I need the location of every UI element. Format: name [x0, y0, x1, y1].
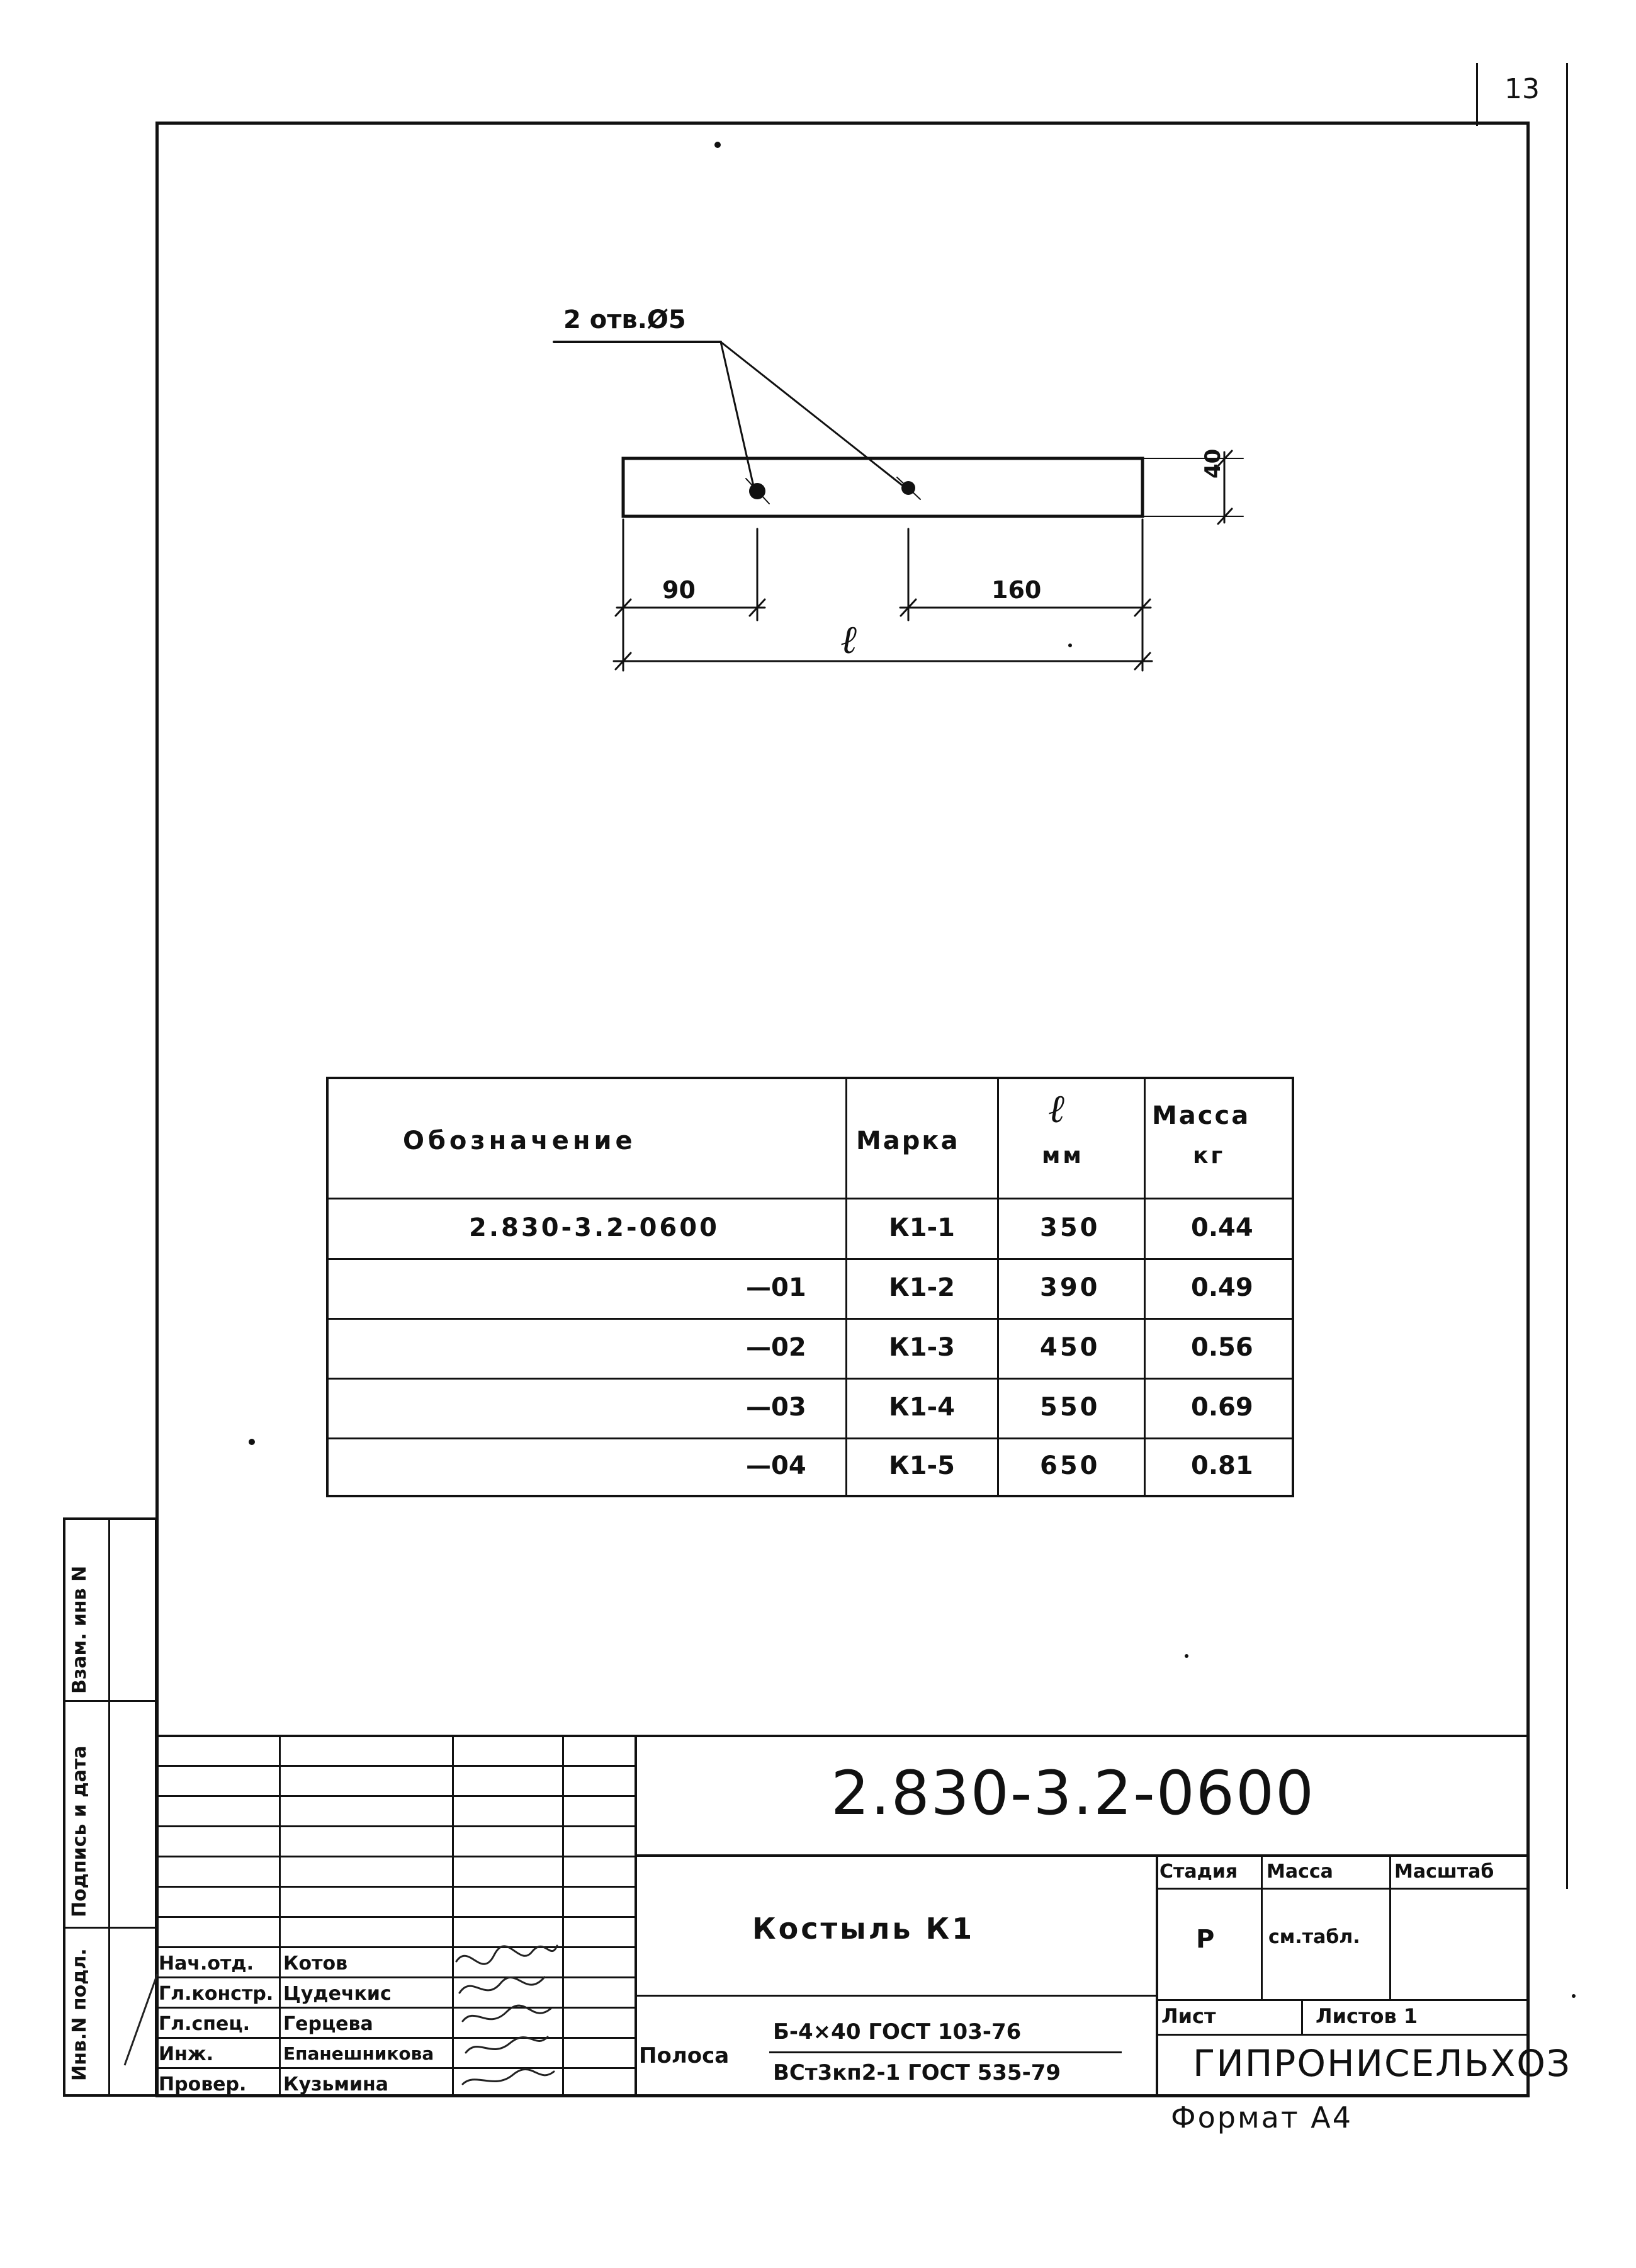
holes-callout-label: 2 отв.Ø5 — [563, 305, 686, 334]
row-mass: 0.81 — [1191, 1451, 1253, 1480]
header-length: ℓ — [1048, 1086, 1064, 1131]
staff-name: Кузьмина — [283, 2073, 388, 2095]
dimension-160-label: 160 — [991, 576, 1042, 604]
row-designation: —01 — [746, 1273, 806, 1302]
header-length-unit: мм — [1042, 1143, 1084, 1169]
row-mass: 0.49 — [1191, 1273, 1253, 1302]
staff-role: Провер. — [159, 2073, 247, 2095]
material-top: Б-4×40 ГОСТ 103-76 — [773, 2019, 1022, 2044]
row-length: 550 — [1040, 1393, 1100, 1422]
row-mark: К1-4 — [889, 1393, 955, 1422]
row-mass: 0.56 — [1191, 1333, 1253, 1362]
scale-label: Масштаб — [1394, 1861, 1494, 1883]
staff-name: Герцева — [283, 2013, 373, 2035]
row-mass: 0.69 — [1191, 1393, 1253, 1422]
staff-name: Цудечкис — [283, 1983, 392, 2005]
row-designation: —03 — [746, 1393, 806, 1422]
material-label: Полоса — [639, 2043, 730, 2068]
side-label-inv-orig: Инв.N подл. — [69, 1948, 91, 2081]
row-mark: К1-2 — [889, 1273, 955, 1302]
side-label-sign-date: Подпись и дата — [69, 1745, 91, 1917]
header-mark: Марка — [856, 1126, 960, 1155]
row-length: 450 — [1040, 1333, 1100, 1362]
staff-role: Инж. — [159, 2043, 214, 2065]
header-designation: Обозначение — [403, 1126, 636, 1155]
staff-role: Нач.отд. — [159, 1953, 254, 1975]
row-length: 390 — [1040, 1273, 1100, 1302]
dimension-length-label: ℓ — [840, 616, 857, 662]
row-designation: 2.830-3.2-0600 — [469, 1213, 719, 1242]
sheet-label: Лист — [1161, 2004, 1216, 2028]
row-designation: —04 — [746, 1451, 806, 1480]
row-mark: К1-3 — [889, 1333, 955, 1362]
row-mark: К1-1 — [889, 1213, 955, 1242]
height-dimension-label: 40 — [1200, 448, 1226, 479]
staff-role: Гл.констр. — [159, 1983, 274, 2005]
staff-name: Котов — [283, 1953, 348, 1975]
dimension-90-label: 90 — [662, 576, 696, 604]
mass-value: см.табл. — [1268, 1926, 1360, 1948]
sheets-label: Листов 1 — [1316, 2004, 1418, 2028]
row-length: 650 — [1040, 1451, 1100, 1480]
stage-value: Р — [1196, 1925, 1215, 1954]
staff-name: Епанешникова — [283, 2043, 434, 2064]
row-designation: —02 — [746, 1333, 806, 1362]
mass-label: Масса — [1266, 1861, 1333, 1883]
page-number: 13 — [1504, 73, 1540, 105]
row-mass: 0.44 — [1191, 1213, 1253, 1242]
row-mark: К1-5 — [889, 1451, 955, 1480]
organization-name: ГИПРОНИСЕЛЬХОЗ — [1193, 2042, 1572, 2085]
staff-role: Гл.спец. — [159, 2013, 250, 2035]
item-name: Костыль К1 — [752, 1912, 975, 1946]
stage-label: Стадия — [1159, 1861, 1238, 1883]
side-label-replace-inv: Взам. инв N — [69, 1565, 91, 1694]
row-length: 350 — [1040, 1213, 1100, 1242]
format-label: Формат А4 — [1171, 2101, 1353, 2135]
material-bottom: ВСт3кп2-1 ГОСТ 535-79 — [773, 2060, 1061, 2085]
header-mass: Масса — [1152, 1101, 1251, 1130]
document-number: 2.830-3.2-0600 — [831, 1758, 1316, 1829]
header-mass-unit: кг — [1193, 1143, 1226, 1169]
